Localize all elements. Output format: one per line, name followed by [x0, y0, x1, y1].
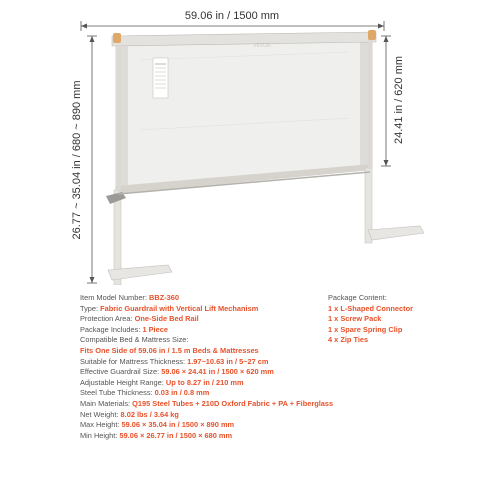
spec-row-model: Item Model Number: BBZ-360: [80, 293, 179, 302]
spec-row-compatible-size-value: Fits One Side of 59.06 in / 1.5 m Beds & Mattresses: [80, 345, 259, 355]
rail-panel: [112, 30, 376, 194]
spec-row-package-includes: Package Includes: 1 Piece: [80, 324, 168, 334]
rail-height-label: 24.41 in / 620 mm: [393, 55, 405, 145]
brand-mark: VEVOR: [253, 43, 271, 49]
package-item: 1 x Spare Spring Clip: [328, 324, 403, 334]
total-height-dimension-line: [87, 36, 97, 283]
spec-row-height-range: Adjustable Height Range: Up to 8.27 in / 210 mm: [80, 377, 244, 387]
package-content: [328, 293, 498, 346]
spec-row-type: Type: Fabric Guardrail with Vertical Lift Mechanism: [80, 303, 259, 313]
spec-row-max-height: Max Height: 59.06 × 35.04 in / 1500 × 890 mm: [80, 420, 235, 430]
width-label: 59.06 in / 1500 mm: [184, 10, 280, 22]
spec-row-min-height: Min Height: 59.06 × 26.77 in / 1500 × 680 mm: [80, 430, 233, 440]
spec-row-compatible-size: Compatible Bed & Mattress Size:: [80, 335, 189, 345]
package-item: 1 x L-Shaped Connector: [328, 303, 414, 313]
specifications-section: [0, 285, 500, 500]
total-height-label: 26.77 ~ 35.04 in / 680 ~ 890 mm: [71, 80, 83, 240]
spec-row-net-weight: Net Weight: 8.02 lbs / 3.64 kg: [80, 409, 179, 419]
spec-row-materials: Main Materials: Q195 Steel Tubes + 210D Oxford Fabric + PA + Fiberglass: [80, 398, 334, 408]
spec-row-protection-area: Protection Area: One-Side Bed Rail: [80, 314, 199, 324]
rail-height-dimension-line: [381, 36, 391, 166]
spec-row-guardrail-size: Effective Guardrail Size: 59.06 × 24.41 in / 1500 × 620 mm: [80, 367, 274, 377]
package-content-title: Package Content:: [328, 293, 387, 302]
spec-row-tube-thickness: Steel Tube Thickness: 0.03 in / 0.8 mm: [80, 388, 210, 398]
package-item: 4 x Zip Ties: [328, 335, 369, 345]
specifications-list: [80, 293, 334, 441]
width-dimension-line: [81, 21, 384, 31]
package-item: 1 x Screw Pack: [328, 314, 382, 324]
spec-row-mattress-thickness: Suitable for Mattress Thickness: 1.97~10.63 in / 5~27 cm: [80, 356, 269, 366]
